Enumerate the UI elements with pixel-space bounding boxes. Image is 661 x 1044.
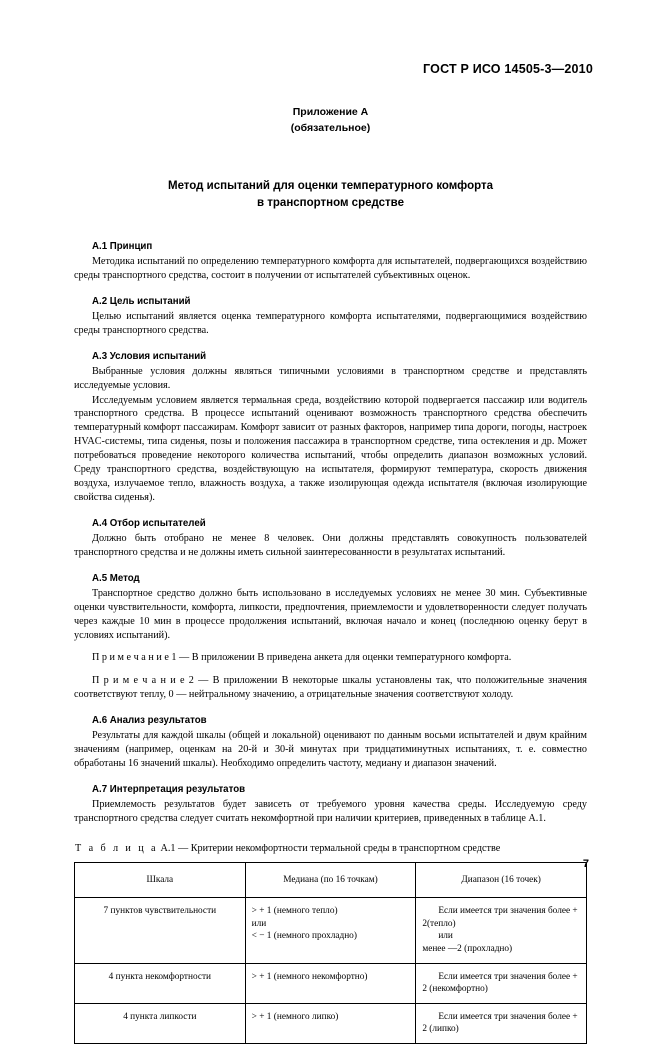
- cell-range-1: [416, 898, 587, 963]
- section-heading-a6: А.6 Анализ результатов: [92, 715, 207, 727]
- section-heading-a3: А.3 Условия испытаний: [92, 350, 207, 362]
- section-paragraph-a2-1: Целью испытаний является оценка температурного комфорта испытателями, подвергающимися воздействию среды транспортного средства.: [74, 310, 587, 336]
- section-paragraph-a3-1: Выбранные условия должны являться типичными условиями в транспортном средстве и представлять исследуемые условия.: [74, 365, 587, 391]
- cell-range-1-line-2: или: [438, 931, 453, 942]
- cell-median-1: [245, 898, 416, 963]
- section-heading-a1: А.1 Принцип: [92, 241, 153, 253]
- section-note-a5-1: П р и м е ч а н и е 1 — В приложении В приведена анкета для оценки температурного комфорта.: [92, 652, 512, 664]
- annex-heading: [74, 104, 587, 137]
- cell-range-3: [416, 1003, 587, 1043]
- section-paragraph-a5-1: Транспортное средство должно быть использовано в исследуемых условиях не менее 30 мин. Субъективные оценки чувствительности, комфорта, липкости, предпочтения, приемлемости и удовлетворенности следует получать через каждые 10 мин в процессе продолжения испытаний, включая начало и конец (последнюю оценку берут в условиях испытаний).: [74, 587, 587, 641]
- cell-range-3-line-1: Если имеется три значения более + 2 (липко): [422, 1011, 578, 1035]
- table-caption-prefix: Т а б л и ц а: [75, 842, 158, 854]
- cell-range-2-line-1: Если имеется три значения более + 2 (некомфортно): [422, 971, 578, 995]
- cell-scale-1: 7 пунктов чувствительности: [75, 898, 246, 963]
- section-paragraph-a1-1: Методика испытаний по определению температурного комфорта для испытателей, подвергающихся воздействию среды транспортного средства, состоит в получении от испытателей субъективных оценок.: [74, 256, 587, 281]
- method-title-line-2: в транспортном средстве: [257, 196, 404, 209]
- annex-line-2: (обязательное): [290, 122, 371, 135]
- table-caption-text: А.1 — Критерии некомфортности термальной среды в транспортном средстве: [160, 842, 501, 854]
- section-heading-a4: А.4 Отбор испытателей: [92, 517, 206, 529]
- cell-median-1-line-2: или: [251, 918, 267, 929]
- cell-median-3-line-1: > + 1 (немного липко): [251, 1011, 339, 1022]
- section-heading-a2: А.2 Цель испытаний: [92, 295, 191, 307]
- table-row: [75, 1003, 587, 1043]
- cell-scale-2: 4 пункта некомфортности: [75, 963, 246, 1003]
- cell-median-2: [245, 963, 416, 1003]
- method-title-line-1: Метод испытаний для оценки температурного комфорта: [167, 179, 493, 192]
- page-number: 7: [582, 858, 589, 870]
- column-header-median: Медиана (по 16 точкам): [245, 862, 416, 898]
- table-header-row: [75, 862, 587, 898]
- standard-header: ГОСТ Р ИСО 14505-3—2010: [423, 62, 593, 76]
- section-heading-a5: А.5 Метод: [92, 572, 140, 584]
- section-heading-a7: А.7 Интерпретация результатов: [92, 784, 246, 795]
- section-paragraph-a6-1: Результаты для каждой шкалы (общей и локальной) оценивают по данным восьми испытателей и двум крайним значениям (например, оценкам на 20-й и 30-й минутах при тридцатиминутных испытаниях, т. е. совместно обработаны 16 значений шкалы). Необходимо определить частоту, медиану и диапазон значений.: [74, 730, 587, 770]
- table-caption: [74, 843, 587, 854]
- table-row: [75, 963, 587, 1003]
- annex-line-1: Приложение А: [292, 106, 369, 118]
- column-header-scale: Шкала: [75, 862, 246, 898]
- section-note-a5-2: П р и м е ч а н и е 2 — В приложении В некоторые шкалы установлены так, что положительные значения соответствуют теплу, 0 — нейтральному значению, а отрицательные значения соответствуют холоду.: [74, 675, 587, 701]
- section-paragraph-a4-1: Должно быть отобрано не менее 8 человек. Они должны представлять совокупность пользователей транспортного средства и не должны иметь сильной заинтересованности в результатах испытаний.: [74, 532, 587, 558]
- section-paragraph-a3-2: Исследуемым условием является термальная среда, воздействию которой подвергается пассажир или водитель транспортного средства. В процессе испытаний оценивают возможность транспортного средства обеспечить температурный комфорт пассажирам. Комфорт зависит от разных факторов, например типа дороги, погоды, настроек HVAC-системы, типа сиденья, позы и положения пассажира в транспортном средстве, типа остекления и др. Может потребоваться проведение некоторого количества испытаний, чтобы определить диапазон возможных условий. Среду транспортного средства, воздействующую на испытателя, формируют температура, скорость движения воздуха, излучаемое тепло, влажность воздуха, а также изолирующая одежда испытателя (включая изолирующие свойства сиденья).: [74, 394, 587, 504]
- section-paragraph-a7-1: Приемлемость результатов будет зависеть от требуемого уровня качества среды. Исследуемую среду транспортного средства следует считать некомфортной при наличии критериев, приведенных в таблице А.1.: [74, 799, 587, 824]
- cell-range-1-line-3: менее —2 (прохладно): [422, 944, 513, 955]
- cell-range-2: [416, 963, 587, 1003]
- page-title: [74, 178, 587, 213]
- cell-median-2-line-1: > + 1 (немного некомфортно): [251, 971, 368, 982]
- cell-range-1-line-1: Если имеется три значения более + 2(тепло): [422, 906, 578, 929]
- cell-scale-3: 4 пункта липкости: [75, 1003, 246, 1043]
- column-header-range: Диапазон (16 точек): [416, 862, 587, 898]
- cell-median-1-line-1: > + 1 (немного тепло): [251, 906, 338, 917]
- cell-median-1-line-3: < − 1 (немного прохладно): [251, 931, 357, 942]
- criteria-table: [74, 862, 587, 1044]
- cell-median-3: [245, 1003, 416, 1043]
- table-row: [75, 898, 587, 963]
